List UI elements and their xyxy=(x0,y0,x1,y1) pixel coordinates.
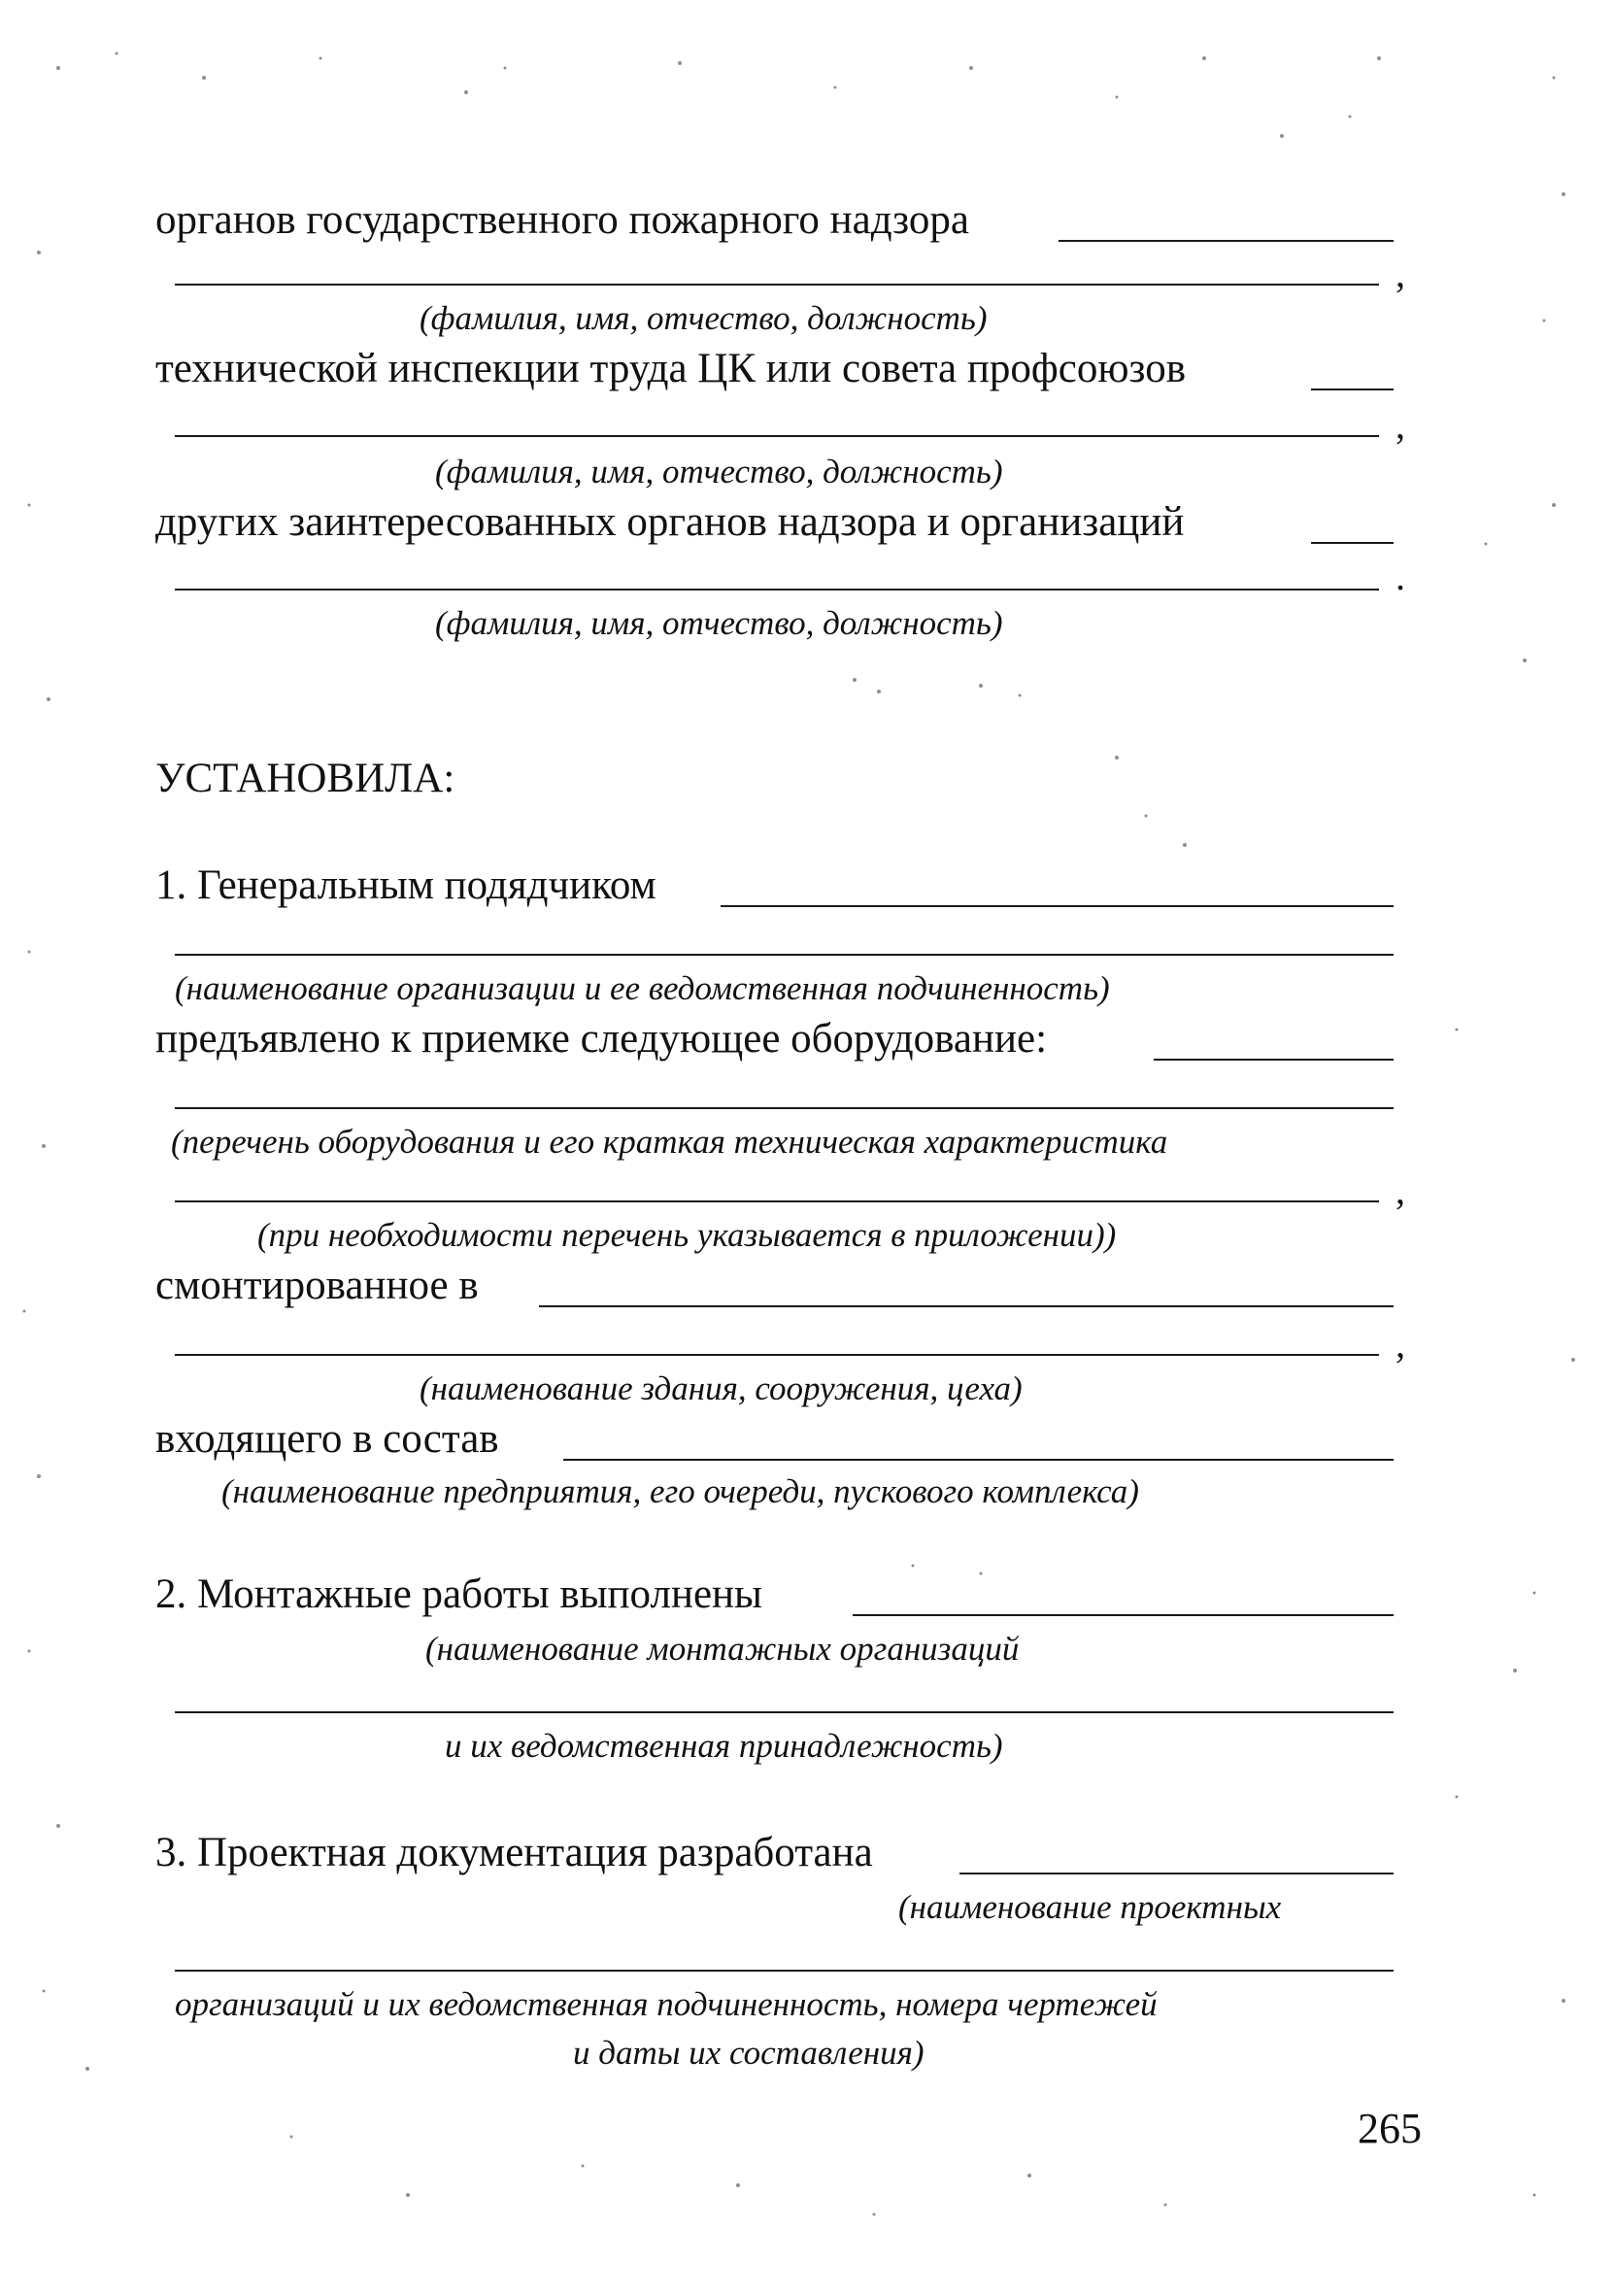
other-organs-label: других заинтересованных органов надзора и организаций xyxy=(155,499,1185,545)
design-caption-3: и даты их составления) xyxy=(573,2034,925,2072)
design-org-field[interactable] xyxy=(959,1873,1394,1874)
equipment-caption: (перечень оборудования и его краткая техническая характеристика xyxy=(171,1123,1168,1161)
fire-supervision-caption: (фамилия, имя, отчество, должность) xyxy=(420,299,988,337)
comma-mark: , xyxy=(1395,252,1405,295)
equipment-list-field[interactable] xyxy=(175,1107,1394,1109)
general-contractor-field[interactable] xyxy=(721,905,1394,907)
item2-installation-label: 2. Монтажные работы выполнены xyxy=(155,1571,762,1617)
fire-supervision-label: органов государственного пожарного надзора xyxy=(155,197,969,243)
fire-supervision-name-field[interactable] xyxy=(175,284,1379,286)
general-contractor-field-2[interactable] xyxy=(175,954,1394,956)
installation-caption-2: и их ведомственная принадлежность) xyxy=(445,1727,1003,1765)
comma-mark: , xyxy=(1395,1168,1405,1212)
part-of-caption: (наименование предприятия, его очереди, пускового комплекса) xyxy=(221,1472,1139,1510)
labor-inspection-caption: (фамилия, имя, отчество, должность) xyxy=(435,453,1003,490)
design-caption-2: организаций и их ведомственная подчиненность, номера чертежей xyxy=(175,1985,1158,2023)
installation-caption: (наименование монтажных организаций xyxy=(425,1630,1020,1668)
item3-design-docs-label: 3. Проектная документация разработана xyxy=(155,1830,873,1875)
period-mark: . xyxy=(1395,555,1405,598)
mounted-in-field[interactable] xyxy=(539,1305,1394,1307)
mounted-in-label: смонтированное в xyxy=(155,1263,479,1308)
equipment-list-field-2[interactable] xyxy=(175,1200,1379,1202)
other-organs-caption: (фамилия, имя, отчество, должность) xyxy=(435,604,1003,642)
labor-inspection-field[interactable] xyxy=(1311,388,1394,390)
page-number: 265 xyxy=(1358,2105,1422,2152)
item1-general-contractor-label: 1. Генеральным подядчиком xyxy=(155,862,656,908)
design-org-field-2[interactable] xyxy=(175,1970,1394,1972)
other-organs-name-field[interactable] xyxy=(175,589,1379,591)
labor-inspection-name-field[interactable] xyxy=(175,435,1379,437)
equipment-presented-field[interactable] xyxy=(1154,1059,1394,1061)
comma-mark: , xyxy=(1395,1322,1405,1366)
comma-mark: , xyxy=(1395,403,1405,447)
equipment-presented-label: предъявлено к приемке следующее оборудование: xyxy=(155,1016,1048,1062)
fire-supervision-field[interactable] xyxy=(1059,240,1394,242)
labor-inspection-label: технической инспекции труда ЦК или совета профсоюзов xyxy=(155,346,1187,391)
equipment-appendix-caption: (при необходимости перечень указывается в приложении)) xyxy=(257,1216,1117,1254)
part-of-label: входящего в состав xyxy=(155,1416,499,1462)
mounted-in-field-2[interactable] xyxy=(175,1354,1379,1356)
installation-org-field-2[interactable] xyxy=(175,1711,1394,1713)
section-heading: УСТАНОВИЛА: xyxy=(155,756,455,801)
mounted-in-caption: (наименование здания, сооружения, цеха) xyxy=(420,1369,1023,1407)
other-organs-field[interactable] xyxy=(1311,542,1394,544)
installation-org-field[interactable] xyxy=(853,1614,1394,1616)
general-contractor-caption: (наименование организации и ее ведомственная подчиненность) xyxy=(175,969,1110,1007)
design-caption: (наименование проектных xyxy=(898,1888,1282,1926)
part-of-field[interactable] xyxy=(563,1459,1394,1461)
